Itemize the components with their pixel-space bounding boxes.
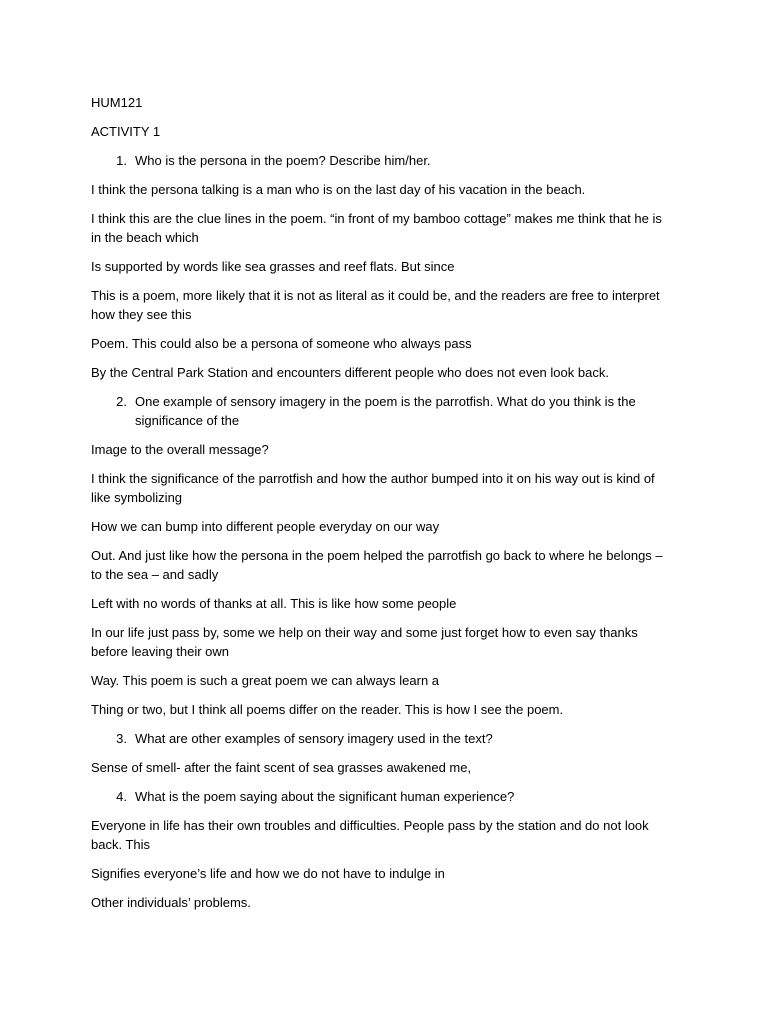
question-text: Who is the persona in the poem? Describe him/her. <box>135 153 431 168</box>
answer-paragraph: This is a poem, more likely that it is not as literal as it could be, and the readers are free to interpret how they see this <box>91 288 660 322</box>
answer-paragraph: Left with no words of thanks at all. This is like how some people <box>91 596 457 611</box>
document-page <box>91 93 671 922</box>
question-2 <box>91 392 671 430</box>
course-code: HUM121 <box>91 95 143 110</box>
question-4 <box>91 787 671 806</box>
question-text: One example of sensory imagery in the poem is the parrotfish. What do you think is the significance of the <box>135 394 636 428</box>
answer-paragraph: Poem. This could also be a persona of someone who always pass <box>91 336 472 351</box>
question-1 <box>91 151 671 170</box>
answer-paragraph: Image to the overall message? <box>91 442 269 457</box>
answer-paragraph: By the Central Park Station and encounters different people who does not even look back. <box>91 365 609 380</box>
question-number: 1. <box>116 153 127 168</box>
answer-paragraph: How we can bump into different people everyday on our way <box>91 519 440 534</box>
question-number: 2. <box>116 394 127 409</box>
answer-paragraph: Thing or two, but I think all poems differ on the reader. This is how I see the poem. <box>91 702 564 717</box>
answer-paragraph: I think the persona talking is a man who is on the last day of his vacation in the beach. <box>91 182 586 197</box>
question-number: 3. <box>116 731 127 746</box>
answer-paragraph: Everyone in life has their own troubles and difficulties. People pass by the station and do not look back. This <box>91 818 649 852</box>
answer-paragraph: Signifies everyone’s life and how we do not have to indulge in <box>91 866 445 881</box>
answer-paragraph: Out. And just like how the persona in the poem helped the parrotfish go back to where he belongs – to the sea – and sadly <box>91 548 663 582</box>
answer-paragraph: I think this are the clue lines in the poem. “in front of my bamboo cottage” makes me think that he is in the beach which <box>91 211 662 245</box>
answer-paragraph: Way. This poem is such a great poem we can always learn a <box>91 673 440 688</box>
answer-paragraph: In our life just pass by, some we help on their way and some just forget how to even say thanks before leaving their own <box>91 625 638 659</box>
question-number: 4. <box>116 789 127 804</box>
question-3 <box>91 729 671 748</box>
question-text: What are other examples of sensory imagery used in the text? <box>135 731 493 746</box>
question-text: What is the poem saying about the significant human experience? <box>135 789 515 804</box>
answer-paragraph: Other individuals’ problems. <box>91 895 251 910</box>
activity-title: ACTIVITY 1 <box>91 124 161 139</box>
answer-paragraph: I think the significance of the parrotfish and how the author bumped into it on his way out is kind of like symbolizing <box>91 471 655 505</box>
answer-paragraph: Sense of smell- after the faint scent of sea grasses awakened me, <box>91 760 472 775</box>
answer-paragraph: Is supported by words like sea grasses and reef flats. But since <box>91 259 455 274</box>
